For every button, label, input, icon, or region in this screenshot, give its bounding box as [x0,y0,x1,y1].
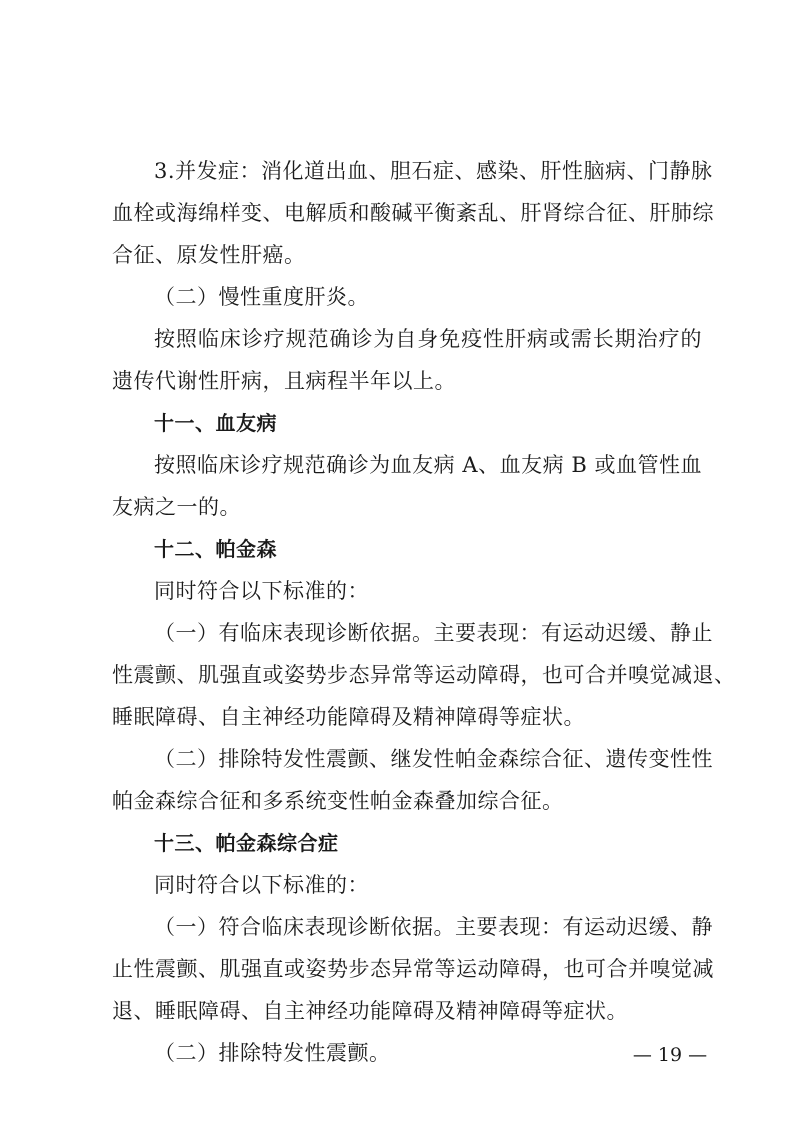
parkinson-criteria-intro: 同时符合以下标准的： [154,579,369,603]
parkinson-item-1-line-1: （一）有临床表现诊断依据。主要表现：有运动迟缓、静止 [154,621,713,645]
hemophilia-text-1: 按照临床诊疗规范确诊为血友病 A、血友病 B 或血管性血 [154,453,702,477]
parkinsonism-item-2: （二）排除特发性震颤。 [154,1041,391,1065]
complications-line-1: 3.并发症：消化道出血、胆石症、感染、肝性脑病、门静脉 [154,159,713,183]
chronic-hepatitis-heading: （二）慢性重度肝炎。 [154,285,369,309]
parkinson-item-2-line-1: （二）排除特发性震颤、继发性帕金森综合征、遗传变性性 [154,747,713,771]
section-13-heading: 十三、帕金森综合症 [154,831,339,855]
complications-line-2: 血栓或海绵样变、电解质和酸碱平衡紊乱、肝肾综合征、肝肺综 [112,201,714,225]
parkinsonism-item-1-line-3: 退、睡眠障碍、自主神经功能障碍及精神障碍等症状。 [112,999,628,1023]
parkinsonism-item-1-line-1: （一）符合临床表现诊断依据。主要表现：有运动迟缓、静 [154,915,713,939]
document-page [112,150,736,1074]
complications-line-3: 合征、原发性肝癌。 [112,243,306,267]
section-11-heading: 十一、血友病 [154,411,277,435]
parkinson-item-1-line-3: 睡眠障碍、自主神经功能障碍及精神障碍等症状。 [112,705,585,729]
page-number: — 19 — [632,1044,708,1066]
chronic-hepatitis-text-2: 遗传代谢性肝病，且病程半年以上。 [112,369,456,393]
parkinsonism-criteria-intro: 同时符合以下标准的： [154,873,369,897]
hemophilia-text-2: 友病之一的。 [112,495,241,519]
parkinsonism-item-1-line-2: 止性震颤、肌强直或姿势步态异常等运动障碍，也可合并嗅觉减 [112,957,714,981]
parkinson-item-1-line-2: 性震颤、肌强直或姿势步态异常等运动障碍，也可合并嗅觉减退、 [112,663,736,687]
section-12-heading: 十二、帕金森 [154,537,277,561]
parkinson-item-2-line-2: 帕金森综合征和多系统变性帕金森叠加综合征。 [112,789,564,813]
chronic-hepatitis-text-1: 按照临床诊疗规范确诊为自身免疫性肝病或需长期治疗的 [154,327,702,351]
